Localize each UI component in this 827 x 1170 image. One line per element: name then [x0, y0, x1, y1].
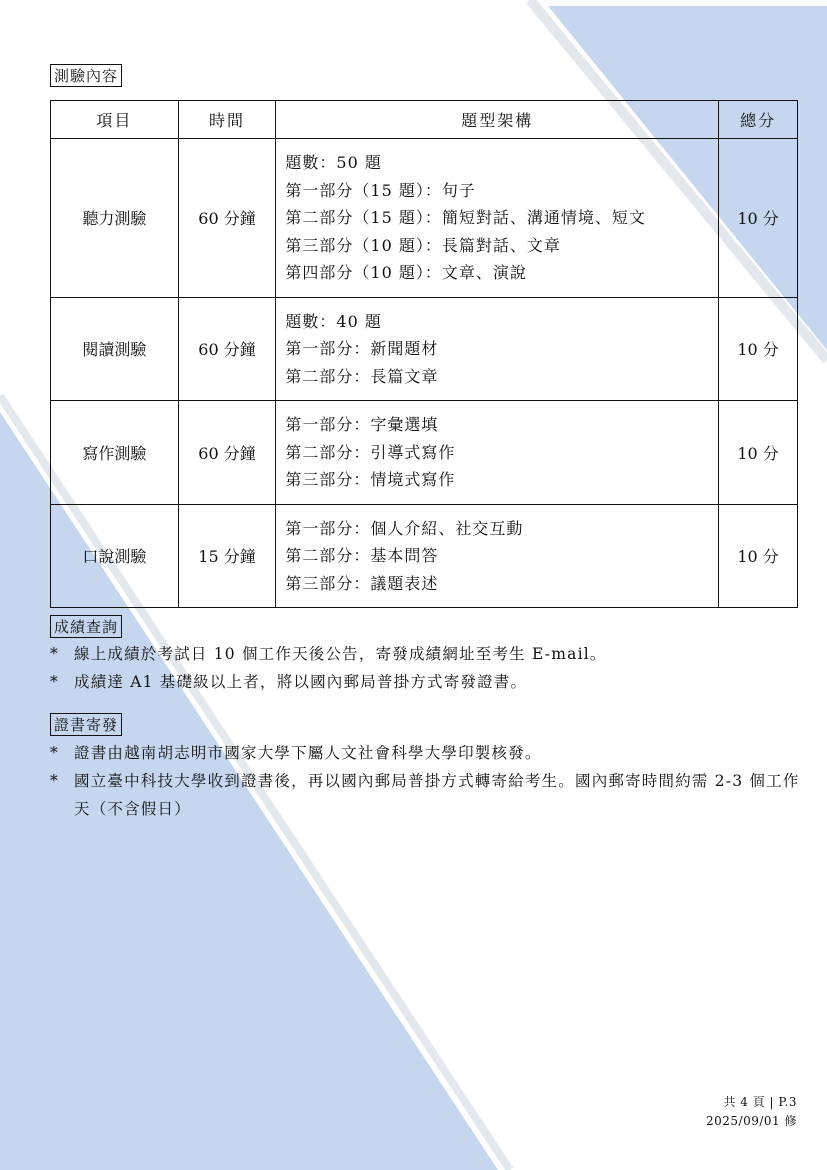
- bullet-star-icon: *: [50, 645, 59, 663]
- structure-line: 第二部分（15 題）：簡短對話、溝通情境、短文: [285, 208, 646, 227]
- table-row-speaking: [51, 504, 798, 608]
- cell-structure: [276, 297, 719, 401]
- cell-time: 15 分鐘: [178, 504, 276, 608]
- cell-score: 10 分: [719, 401, 798, 505]
- structure-line: 第一部分：個人介紹、社交互動: [285, 518, 524, 538]
- cell-score: 10 分: [719, 139, 798, 298]
- exam-content-table: [50, 100, 798, 608]
- results-label: 成績查詢: [50, 615, 122, 638]
- cell-item: 寫作測驗: [51, 401, 179, 505]
- structure-line: 第一部分：字彙選填: [285, 415, 439, 434]
- page-footer: [706, 1093, 797, 1131]
- structure-line: 第二部分：長篇文章: [285, 366, 439, 386]
- bullet-star-icon: *: [50, 744, 59, 762]
- header-structure: 題型架構: [276, 101, 719, 139]
- structure-line: 第二部分：引導式寫作: [285, 442, 456, 462]
- cell-item: 聽力測驗: [51, 139, 179, 298]
- bullet-star-icon: *: [50, 673, 59, 691]
- table-row-listening: [51, 139, 798, 298]
- structure-line: 第三部分：情境式寫作: [285, 470, 456, 489]
- header-item: 項目: [51, 101, 179, 139]
- table-row-reading: [51, 297, 798, 401]
- revision-date: 2025/09/01 修: [706, 1114, 797, 1128]
- structure-line: 第二部分：基本問答: [285, 546, 439, 565]
- structure-line: 第一部分（15 題）：句子: [285, 180, 476, 200]
- exam-content-label: 測驗內容: [50, 64, 122, 87]
- list-item: [50, 739, 810, 767]
- results-text: 線上成績於考試日 10 個工作天後公告，寄發成績網址至考生 E-mail。: [74, 645, 607, 663]
- structure-line: 題數：40 題: [285, 311, 382, 331]
- structure-line: 題數：50 題: [285, 153, 382, 172]
- cell-score: 10 分: [719, 504, 798, 608]
- cell-structure: [276, 401, 719, 505]
- bullet-star-icon: *: [50, 772, 59, 790]
- list-item: [50, 767, 810, 823]
- structure-line: 第四部分（10 題）：文章、演說: [285, 263, 527, 282]
- certificate-text: 證書由越南胡志明市國家大學下屬人文社會科學大學印製核發。: [74, 744, 542, 762]
- results-list: [50, 640, 810, 696]
- structure-line: 第三部分：議題表述: [285, 573, 439, 593]
- cell-item: 閱讀測驗: [51, 297, 179, 401]
- header-time: 時間: [178, 101, 276, 139]
- table-header-row: [51, 101, 798, 139]
- certificate-label: 證書寄發: [50, 713, 122, 736]
- results-text: 成績達 A1 基礎級以上者，將以國內郵局普掛方式寄發證書。: [74, 673, 528, 691]
- page-number: 共 4 頁 | P.3: [723, 1095, 797, 1109]
- cell-time: 60 分鐘: [178, 139, 276, 298]
- header-score: 總分: [719, 101, 798, 139]
- cell-time: 60 分鐘: [178, 401, 276, 505]
- certificate-list: [50, 739, 810, 823]
- structure-line: 第三部分（10 題）：長篇對話、文章: [285, 235, 561, 255]
- cell-time: 60 分鐘: [178, 297, 276, 401]
- table-row-writing: [51, 401, 798, 505]
- cell-structure: [276, 504, 719, 608]
- list-item: [50, 640, 810, 668]
- list-item: [50, 668, 810, 696]
- cell-structure: [276, 139, 719, 298]
- cell-score: 10 分: [719, 297, 798, 401]
- structure-line: 第一部分：新聞題材: [285, 339, 439, 358]
- cell-item: 口說測驗: [51, 504, 179, 608]
- certificate-text: 國立臺中科技大學收到證書後，再以國內郵局普掛方式轉寄給考生。國內郵寄時間約需 2-3 個工作天（不含假日）: [74, 772, 800, 818]
